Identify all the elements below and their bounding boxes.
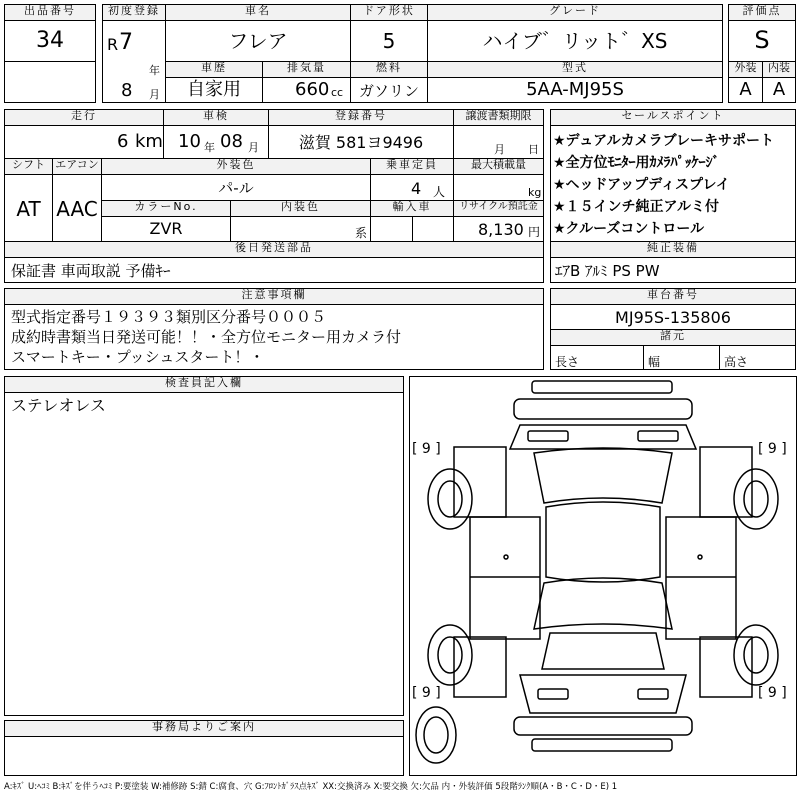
year-unit: 年 xyxy=(149,64,160,77)
int-color-label: 内装色 xyxy=(230,200,371,217)
note-line: 型式指定番号１９３９３類別区分番号０００５ xyxy=(11,308,327,326)
displacement-unit: cc xyxy=(331,86,344,99)
insp-month-unit: 月 xyxy=(248,141,259,154)
sales-point-item: ★ヘッドアップディスプレイ xyxy=(553,177,730,193)
transfer-label: 譲渡書類期限 xyxy=(453,109,544,126)
interior-cell xyxy=(762,77,796,103)
shift: AT xyxy=(16,197,41,221)
car-damage-diagram xyxy=(409,376,797,776)
recycle-label: リサイクル預託金 xyxy=(453,200,544,217)
width-cell xyxy=(643,345,720,370)
grade-label: グレード xyxy=(427,4,723,21)
history: 自家用 xyxy=(187,79,241,100)
first-reg-cell xyxy=(102,20,166,103)
damage-legend: A:ｷｽﾞ U:ﾍｺﾐ B:ｷｽﾞを伴うﾍｺﾐ P:要塗装 W:補修跡 S:錆 C:腐食、穴 G:ﾌﾛﾝﾄｶﾞﾗｽ点ｷｽﾞ XX:交換済み X:要交換 欠:欠品 内・外装評価 5段階ﾗﾝｸ順(A・B・C・D・E) 1 xyxy=(4,782,618,792)
sales-points-cell xyxy=(550,125,796,242)
notes-lines xyxy=(11,307,401,367)
plate-label: 登録番号 xyxy=(268,109,454,126)
history-label: 車歴 xyxy=(165,61,263,78)
color-no: ZVR xyxy=(149,219,183,238)
sales-points-label: セールスポイント xyxy=(550,109,796,126)
shift-label: シフト xyxy=(4,158,53,175)
sales-point-item: ★クルーズコントロール xyxy=(553,221,705,237)
transfer-month: 月 xyxy=(494,143,505,156)
insp-year: 10 xyxy=(178,131,201,152)
office-label: 事務局よりご案内 xyxy=(4,720,404,737)
capacity-cell xyxy=(370,174,454,201)
door-label: ドア形状 xyxy=(350,4,428,21)
length-cell xyxy=(550,345,644,370)
tire-mark-front-right: [ 9 ] xyxy=(758,441,787,457)
import-label: 輸入車 xyxy=(370,200,454,217)
inspection-cell xyxy=(163,125,269,159)
car-outline-svg xyxy=(410,377,796,775)
note-line: 成約時書類当日発送可能！！・全方位モニター用カメラ付 xyxy=(11,328,402,346)
era: R xyxy=(107,35,119,54)
load-unit: kg xyxy=(528,186,542,199)
recycle: 8,130 xyxy=(478,220,524,239)
recycle-cell xyxy=(453,216,544,242)
grade: ハイブ゛リット゛XS xyxy=(482,29,668,53)
later-parts-cell xyxy=(4,257,544,283)
load-label: 最大積載量 xyxy=(453,158,544,175)
displacement: 660 xyxy=(295,79,330,100)
sales-points-list xyxy=(553,130,774,240)
lot-no: 34 xyxy=(36,28,64,53)
height-label: 高さ xyxy=(724,355,749,369)
mileage-unit: km xyxy=(135,131,163,152)
chassis: MJ95S-135806 xyxy=(615,308,731,327)
mileage-label: 走行 xyxy=(4,109,164,126)
car-name-cell xyxy=(165,20,351,62)
tire-mark-front-left: [ 9 ] xyxy=(412,441,441,457)
score-cell xyxy=(728,20,796,62)
model: 5AA-MJ95S xyxy=(526,79,624,100)
inspector-cell xyxy=(4,392,404,716)
fuel-cell xyxy=(350,77,428,103)
length-label: 長さ xyxy=(555,355,580,369)
ac-label: エアコン xyxy=(52,158,102,175)
displacement-cell xyxy=(262,77,351,103)
era-year: 7 xyxy=(119,30,133,55)
car-name-label: 車名 xyxy=(165,4,351,21)
ac: AAC xyxy=(56,197,98,221)
lot-no-cell xyxy=(4,20,96,62)
chassis-label: 車台番号 xyxy=(550,288,796,305)
chassis-cell xyxy=(550,304,796,330)
exterior-cell xyxy=(728,77,763,103)
mileage: 6 xyxy=(117,131,129,152)
interior-grade: A xyxy=(772,79,786,100)
genuine-equipment-label: 純正装備 xyxy=(550,241,796,258)
month-unit: 月 xyxy=(149,88,160,101)
sales-point-item: ★デュアルカメラブレーキサポート xyxy=(553,133,775,149)
capacity-label: 乗車定員 xyxy=(370,158,454,175)
score: S xyxy=(754,26,770,54)
inspector-note: ステレオレス xyxy=(11,396,106,415)
tire-mark-rear-right: [ 9 ] xyxy=(758,685,787,701)
history-cell xyxy=(165,77,263,103)
sales-point-item: ★全方位ﾓﾆﾀｰ用ｶﾒﾗﾊﾟｯｹｰｼﾞ xyxy=(553,155,720,171)
transfer-cell xyxy=(453,125,544,159)
later-parts-label: 後日発送部品 xyxy=(4,241,544,258)
sales-point-item: ★１５インチ純正アルミ付 xyxy=(553,199,719,215)
interior-label: 内装 xyxy=(762,61,796,78)
ext-color: パ-ル xyxy=(218,179,254,197)
capacity-unit: 人 xyxy=(433,185,446,199)
model-label: 型式 xyxy=(427,61,723,78)
mileage-cell xyxy=(4,125,164,159)
width-label: 幅 xyxy=(648,355,661,369)
displacement-label: 排気量 xyxy=(262,61,351,78)
int-color-cell xyxy=(230,216,371,242)
insp-month: 08 xyxy=(220,131,243,152)
int-color-unit: 系 xyxy=(355,226,368,240)
recycle-unit: 円 xyxy=(528,225,541,239)
model-cell xyxy=(427,77,723,103)
exterior-label: 外装 xyxy=(728,61,763,78)
note-line: スマートキー・プッシュスタート！・ xyxy=(11,348,265,366)
fuel-label: 燃料 xyxy=(350,61,428,78)
notes-cell xyxy=(4,304,544,370)
doors: 5 xyxy=(382,29,396,53)
ext-color-cell xyxy=(101,174,371,201)
import-cell-2 xyxy=(412,216,454,242)
lot-no-blank xyxy=(4,61,96,103)
later-parts: 保証書 車両取説 予備ｷｰ xyxy=(11,262,171,280)
grade-cell xyxy=(427,20,723,62)
ac-cell xyxy=(52,174,102,242)
import-cell xyxy=(370,216,413,242)
color-no-label: カラーNo. xyxy=(101,200,231,217)
lot-no-label: 出品番号 xyxy=(4,4,96,21)
insp-year-unit: 年 xyxy=(204,141,215,154)
exterior-grade: A xyxy=(739,79,752,100)
genuine-equipment-cell xyxy=(550,257,796,283)
notes-label: 注意事項欄 xyxy=(4,288,544,305)
plate: 滋賀 581ヨ9496 xyxy=(298,133,424,152)
car-name: フレア xyxy=(228,29,288,53)
first-reg-label: 初度登録 xyxy=(102,4,166,21)
height-cell xyxy=(719,345,796,370)
fuel: ガソリン xyxy=(358,82,419,100)
month: 8 xyxy=(121,80,133,101)
color-no-cell xyxy=(101,216,231,242)
office-cell xyxy=(4,736,404,776)
ext-color-label: 外装色 xyxy=(101,158,371,175)
shift-cell xyxy=(4,174,53,242)
load-cell xyxy=(453,174,544,201)
inspection-label: 車検 xyxy=(163,109,269,126)
plate-cell xyxy=(268,125,454,159)
inspector-label: 検査員記入欄 xyxy=(4,376,404,393)
capacity: 4 xyxy=(411,179,422,198)
tire-mark-rear-left: [ 9 ] xyxy=(412,685,441,701)
score-label: 評価点 xyxy=(728,4,796,21)
door-cell xyxy=(350,20,428,62)
transfer-day: 日 xyxy=(528,143,539,156)
dimensions-label: 諸元 xyxy=(550,329,796,346)
genuine-equipment: ｴｱB ｱﾙﾐ PS PW xyxy=(555,262,660,280)
